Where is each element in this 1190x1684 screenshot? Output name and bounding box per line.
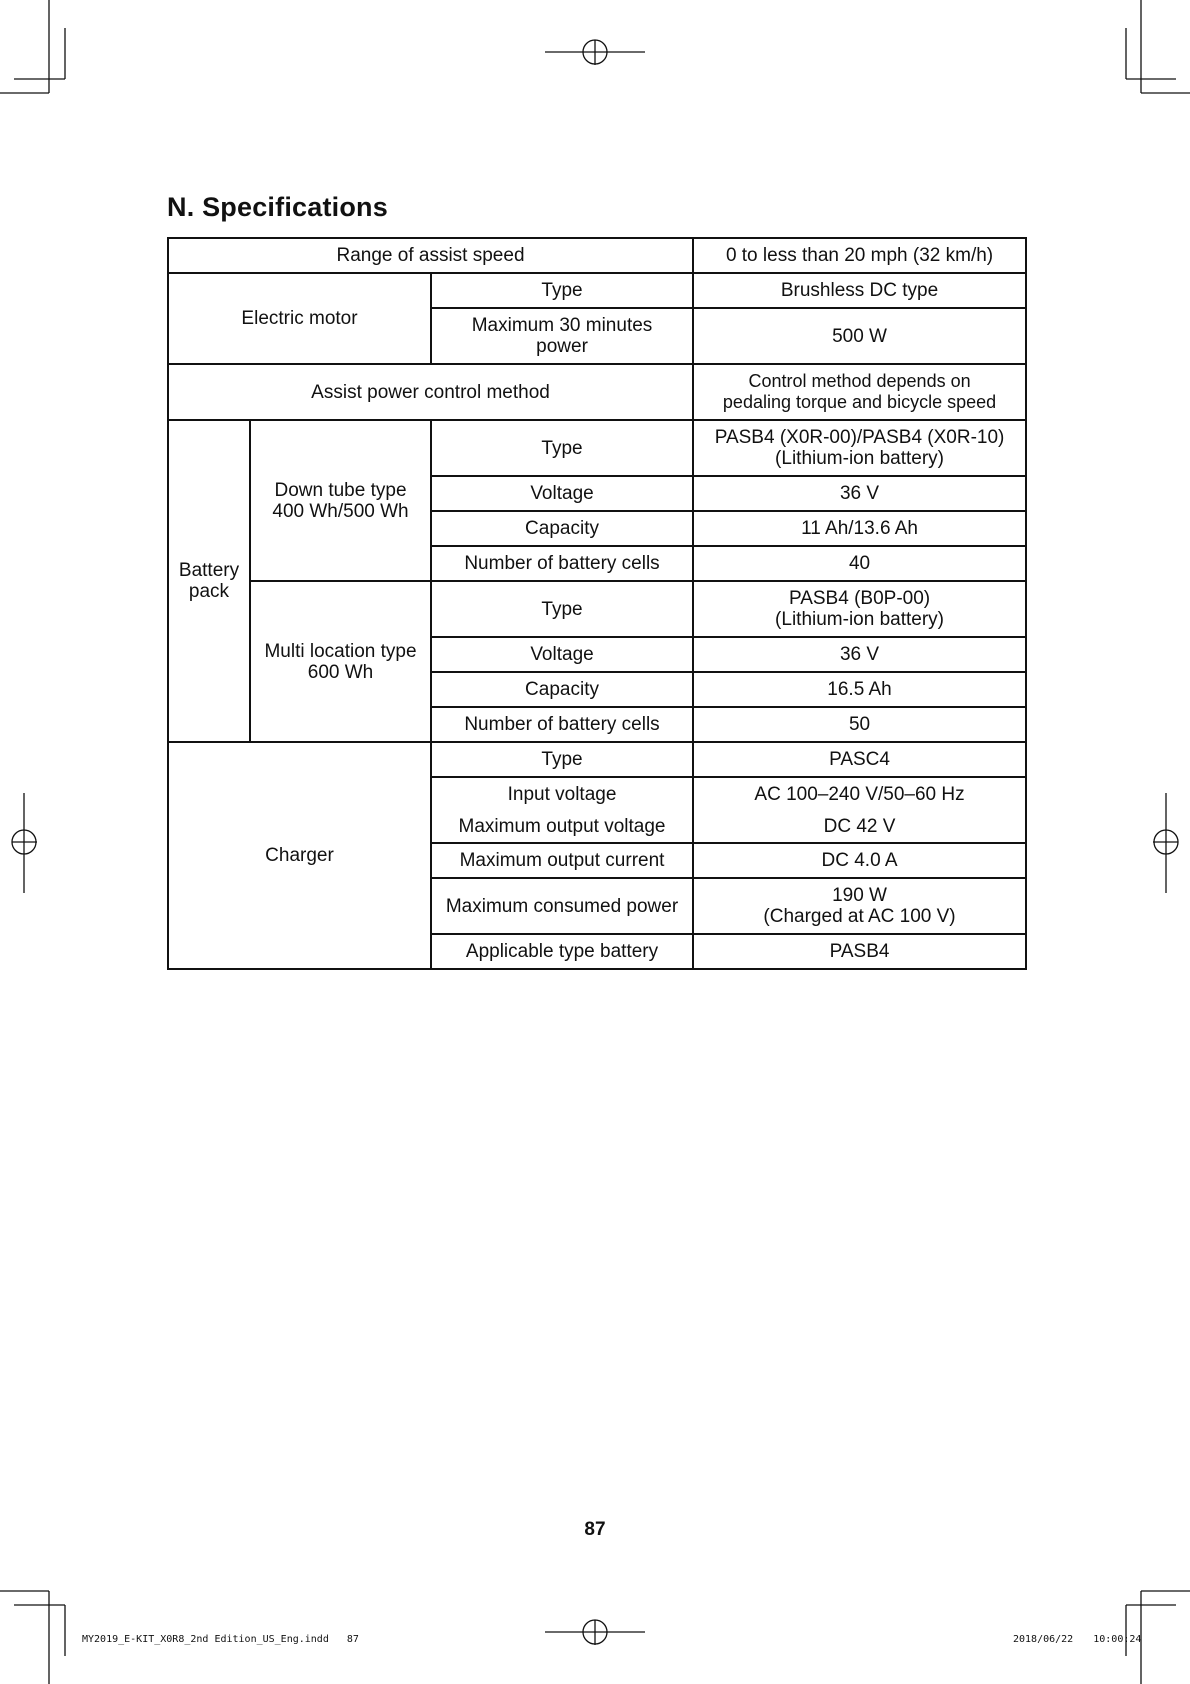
down-tube-label-line2: 400 Wh/500 Wh	[272, 500, 409, 522]
label-motor-power-line1: Maximum 30 minutes	[471, 315, 653, 336]
label-multi-location-cells: Number of battery cells	[431, 707, 693, 742]
table-row	[168, 273, 1026, 308]
table-row	[168, 364, 1026, 420]
label-down-tube-voltage: Voltage	[431, 476, 693, 511]
value-max-consumed-power-line2: (Charged at AC 100 V)	[763, 906, 956, 927]
battery-pack-label-line1: Battery	[178, 560, 240, 581]
value-motor-type: Brushless DC type	[693, 273, 1026, 308]
footer-file-slug: MY2019_E-KIT_X0R8_2nd Edition_US_Eng.indd 87	[82, 1634, 359, 1645]
value-down-tube-cells: 40	[693, 546, 1026, 581]
value-assist-speed: 0 to less than 20 mph (32 km/h)	[693, 238, 1026, 273]
down-tube-label-line1: Down tube type	[274, 479, 407, 501]
subgroup-label-multi-location	[250, 581, 431, 742]
value-down-tube-voltage: 36 V	[693, 476, 1026, 511]
value-max-consumed-power	[693, 878, 1026, 934]
label-motor-power-line2: power	[536, 336, 588, 357]
table-row	[168, 581, 1026, 637]
value-multi-location-type	[693, 581, 1026, 637]
value-multi-location-type-line1: PASB4 (B0P-00)	[788, 588, 931, 609]
group-label-charger: Charger	[168, 742, 431, 969]
value-multi-location-capacity: 16.5 Ah	[693, 672, 1026, 707]
value-assist-control-line1: Control method depends on	[748, 371, 971, 391]
value-multi-location-cells: 50	[693, 707, 1026, 742]
footer-date: 2018/06/22	[1013, 1634, 1074, 1645]
label-max-output-voltage: Maximum output voltage	[431, 810, 693, 843]
group-label-electric-motor: Electric motor	[168, 273, 431, 364]
multi-location-label-line2: 600 Wh	[307, 661, 374, 683]
value-down-tube-type-line1: PASB4 (X0R-00)/PASB4 (X0R-10)	[714, 427, 1005, 448]
label-multi-location-capacity: Capacity	[431, 672, 693, 707]
value-max-output-current: DC 4.0 A	[693, 843, 1026, 878]
row-label-assist-control: Assist power control method	[168, 364, 693, 420]
label-multi-location-type: Type	[431, 581, 693, 637]
label-down-tube-capacity: Capacity	[431, 511, 693, 546]
label-applicable-battery: Applicable type battery	[431, 934, 693, 969]
group-label-battery-pack	[168, 420, 250, 742]
value-charger-type: PASC4	[693, 742, 1026, 777]
value-multi-location-type-line2: (Lithium-ion battery)	[775, 609, 944, 630]
label-down-tube-type: Type	[431, 420, 693, 476]
row-label-assist-speed: Range of assist speed	[168, 238, 693, 273]
value-max-consumed-power-line1: 190 W	[832, 885, 887, 906]
registration-mark-right	[1153, 793, 1178, 893]
value-assist-control-line2: pedaling torque and bicycle speed	[722, 392, 997, 412]
value-input-voltage: AC 100–240 V/50–60 Hz	[693, 777, 1026, 810]
crop-mark-top-right	[1126, 0, 1190, 93]
value-down-tube-capacity: 11 Ah/13.6 Ah	[693, 511, 1026, 546]
footer-timestamp	[1013, 1634, 1141, 1645]
label-charger-type: Type	[431, 742, 693, 777]
registration-mark-top	[545, 40, 645, 65]
battery-pack-label-line2: pack	[188, 581, 230, 602]
label-max-consumed-power: Maximum consumed power	[431, 878, 693, 934]
value-motor-power: 500 W	[693, 308, 1026, 364]
label-motor-type: Type	[431, 273, 693, 308]
label-max-output-current: Maximum output current	[431, 843, 693, 878]
page-number: 87	[584, 1519, 606, 1540]
page-title: N. Specifications	[167, 192, 388, 222]
value-down-tube-type-line2: (Lithium-ion battery)	[775, 448, 944, 469]
registration-mark-bottom	[545, 1620, 645, 1645]
table-row	[168, 238, 1026, 273]
footer-time: 10:00:24	[1093, 1634, 1142, 1645]
specifications-table	[167, 237, 1027, 970]
registration-mark-left	[12, 793, 37, 893]
multi-location-label-line1: Multi location type	[264, 640, 417, 662]
value-down-tube-type	[693, 420, 1026, 476]
table-row	[168, 742, 1026, 777]
value-assist-control	[693, 364, 1026, 420]
value-max-output-voltage: DC 42 V	[693, 810, 1026, 843]
crop-mark-top-left	[0, 0, 65, 93]
subgroup-label-down-tube	[250, 420, 431, 581]
label-input-voltage: Input voltage	[431, 777, 693, 810]
table-row	[168, 420, 1026, 476]
value-applicable-battery: PASB4	[693, 934, 1026, 969]
label-motor-power	[431, 308, 693, 364]
value-multi-location-voltage: 36 V	[693, 637, 1026, 672]
label-down-tube-cells: Number of battery cells	[431, 546, 693, 581]
label-multi-location-voltage: Voltage	[431, 637, 693, 672]
crop-mark-bottom-left	[0, 1591, 65, 1684]
